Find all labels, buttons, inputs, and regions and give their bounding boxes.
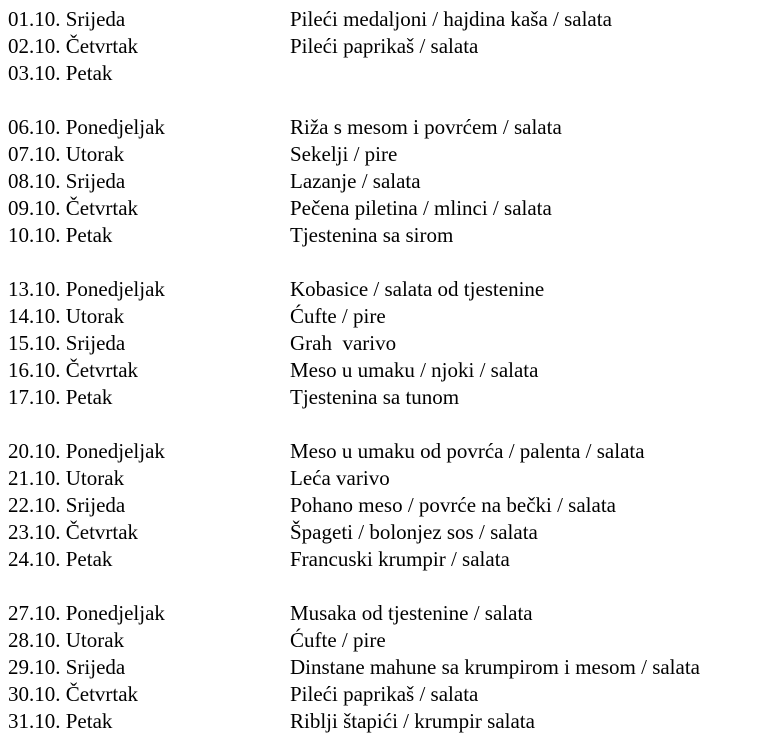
date-day-cell (8, 600, 290, 627)
menu-row (8, 114, 753, 141)
date-label: 15.10. (8, 331, 61, 355)
dish-cell: Ćufte / pire (290, 304, 386, 328)
day-label: Petak (65, 385, 113, 409)
date-label: 14.10. (8, 304, 61, 328)
date-label: 31.10. (8, 709, 61, 733)
day-label: Četvrtak (65, 682, 139, 706)
day-label: Petak (65, 709, 113, 733)
date-label: 07.10. (8, 142, 61, 166)
day-label: Petak (65, 61, 113, 85)
date-label: 30.10. (8, 682, 61, 706)
date-label: 08.10. (8, 169, 61, 193)
day-label: Srijeda (65, 493, 126, 517)
dish-cell: Sekelji / pire (290, 142, 398, 166)
day-label: Srijeda (65, 169, 126, 193)
menu-row (8, 141, 753, 168)
date-day-cell (8, 546, 290, 573)
menu-row (8, 465, 753, 492)
dish-cell: Pohano meso / povrće na bečki / salata (290, 493, 616, 517)
date-day-cell (8, 384, 290, 411)
menu-week-section (8, 276, 753, 411)
day-label: Ponedjeljak (65, 439, 165, 463)
dish-cell: Špageti / bolonjez sos / salata (290, 520, 538, 544)
date-label: 22.10. (8, 493, 61, 517)
date-day-cell (8, 303, 290, 330)
menu-row (8, 492, 753, 519)
menu-row (8, 222, 753, 249)
menu-row (8, 627, 753, 654)
day-label: Ponedjeljak (65, 115, 165, 139)
day-label: Četvrtak (65, 196, 139, 220)
date-day-cell (8, 114, 290, 141)
dish-cell: Leća varivo (290, 466, 390, 490)
menu-row (8, 330, 753, 357)
menu-row (8, 168, 753, 195)
date-label: 28.10. (8, 628, 61, 652)
menu-row (8, 654, 753, 681)
day-label: Srijeda (65, 655, 126, 679)
date-day-cell (8, 681, 290, 708)
day-label: Petak (65, 547, 113, 571)
date-day-cell (8, 168, 290, 195)
menu-row (8, 384, 753, 411)
menu-row (8, 276, 753, 303)
day-label: Ponedjeljak (65, 277, 165, 301)
day-label: Utorak (65, 304, 125, 328)
dish-cell: Grah varivo (290, 331, 397, 355)
dish-cell: Francuski krumpir / salata (290, 547, 510, 571)
dish-cell: Pileći paprikaš / salata (290, 34, 479, 58)
menu-row (8, 60, 753, 87)
day-label: Ponedjeljak (65, 601, 165, 625)
date-day-cell (8, 654, 290, 681)
date-label: 06.10. (8, 115, 61, 139)
date-label: 13.10. (8, 277, 61, 301)
date-day-cell (8, 492, 290, 519)
day-label: Srijeda (65, 7, 126, 31)
date-day-cell (8, 627, 290, 654)
date-label: 29.10. (8, 655, 61, 679)
date-label: 24.10. (8, 547, 61, 571)
dish-cell: Tjestenina sa sirom (290, 223, 454, 247)
date-label: 21.10. (8, 466, 61, 490)
menu-row (8, 6, 753, 33)
menu-week-section (8, 438, 753, 573)
menu-row (8, 681, 753, 708)
menu-row (8, 546, 753, 573)
day-label: Četvrtak (65, 358, 139, 382)
date-day-cell (8, 465, 290, 492)
dish-cell: Pileći medaljoni / hajdina kaša / salata (290, 7, 612, 31)
dish-cell: Pečena piletina / mlinci / salata (290, 196, 552, 220)
day-label: Utorak (65, 466, 125, 490)
day-label: Utorak (65, 628, 125, 652)
date-day-cell (8, 438, 290, 465)
date-day-cell (8, 519, 290, 546)
date-label: 16.10. (8, 358, 61, 382)
date-day-cell (8, 222, 290, 249)
date-day-cell (8, 141, 290, 168)
dish-cell: Riža s mesom i povrćem / salata (290, 115, 562, 139)
menu-row (8, 357, 753, 384)
date-label: 27.10. (8, 601, 61, 625)
date-day-cell (8, 6, 290, 33)
date-day-cell (8, 357, 290, 384)
date-label: 02.10. (8, 34, 61, 58)
menu-row (8, 33, 753, 60)
date-day-cell (8, 276, 290, 303)
menu-row (8, 600, 753, 627)
date-day-cell (8, 708, 290, 735)
date-label: 09.10. (8, 196, 61, 220)
menu-row (8, 708, 753, 735)
date-day-cell (8, 33, 290, 60)
dish-cell: Ćufte / pire (290, 628, 386, 652)
date-label: 03.10. (8, 61, 61, 85)
dish-cell: Pileći paprikaš / salata (290, 682, 479, 706)
dish-cell: Meso u umaku / njoki / salata (290, 358, 539, 382)
date-day-cell (8, 330, 290, 357)
day-label: Četvrtak (65, 34, 139, 58)
menu-row (8, 195, 753, 222)
dish-cell: Riblji štapići / krumpir salata (290, 709, 535, 733)
menu-row (8, 438, 753, 465)
dish-cell: Tjestenina sa tunom (290, 385, 460, 409)
menu-week-section (8, 114, 753, 249)
menu-row (8, 303, 753, 330)
date-label: 20.10. (8, 439, 61, 463)
date-day-cell (8, 195, 290, 222)
dish-cell: Dinstane mahune sa krumpirom i mesom / salata (290, 655, 700, 679)
day-label: Četvrtak (65, 520, 139, 544)
menu-row (8, 519, 753, 546)
day-label: Utorak (65, 142, 125, 166)
date-label: 17.10. (8, 385, 61, 409)
menu-week-section (8, 6, 753, 87)
date-label: 23.10. (8, 520, 61, 544)
menu-week-section (8, 600, 753, 735)
dish-cell: Meso u umaku od povrća / palenta / salata (290, 439, 645, 463)
date-day-cell (8, 60, 290, 87)
dish-cell: Kobasice / salata od tjestenine (290, 277, 545, 301)
dish-cell: Musaka od tjestenine / salata (290, 601, 533, 625)
day-label: Petak (65, 223, 113, 247)
dish-cell: Lazanje / salata (290, 169, 421, 193)
date-label: 10.10. (8, 223, 61, 247)
date-label: 01.10. (8, 7, 61, 31)
day-label: Srijeda (65, 331, 126, 355)
